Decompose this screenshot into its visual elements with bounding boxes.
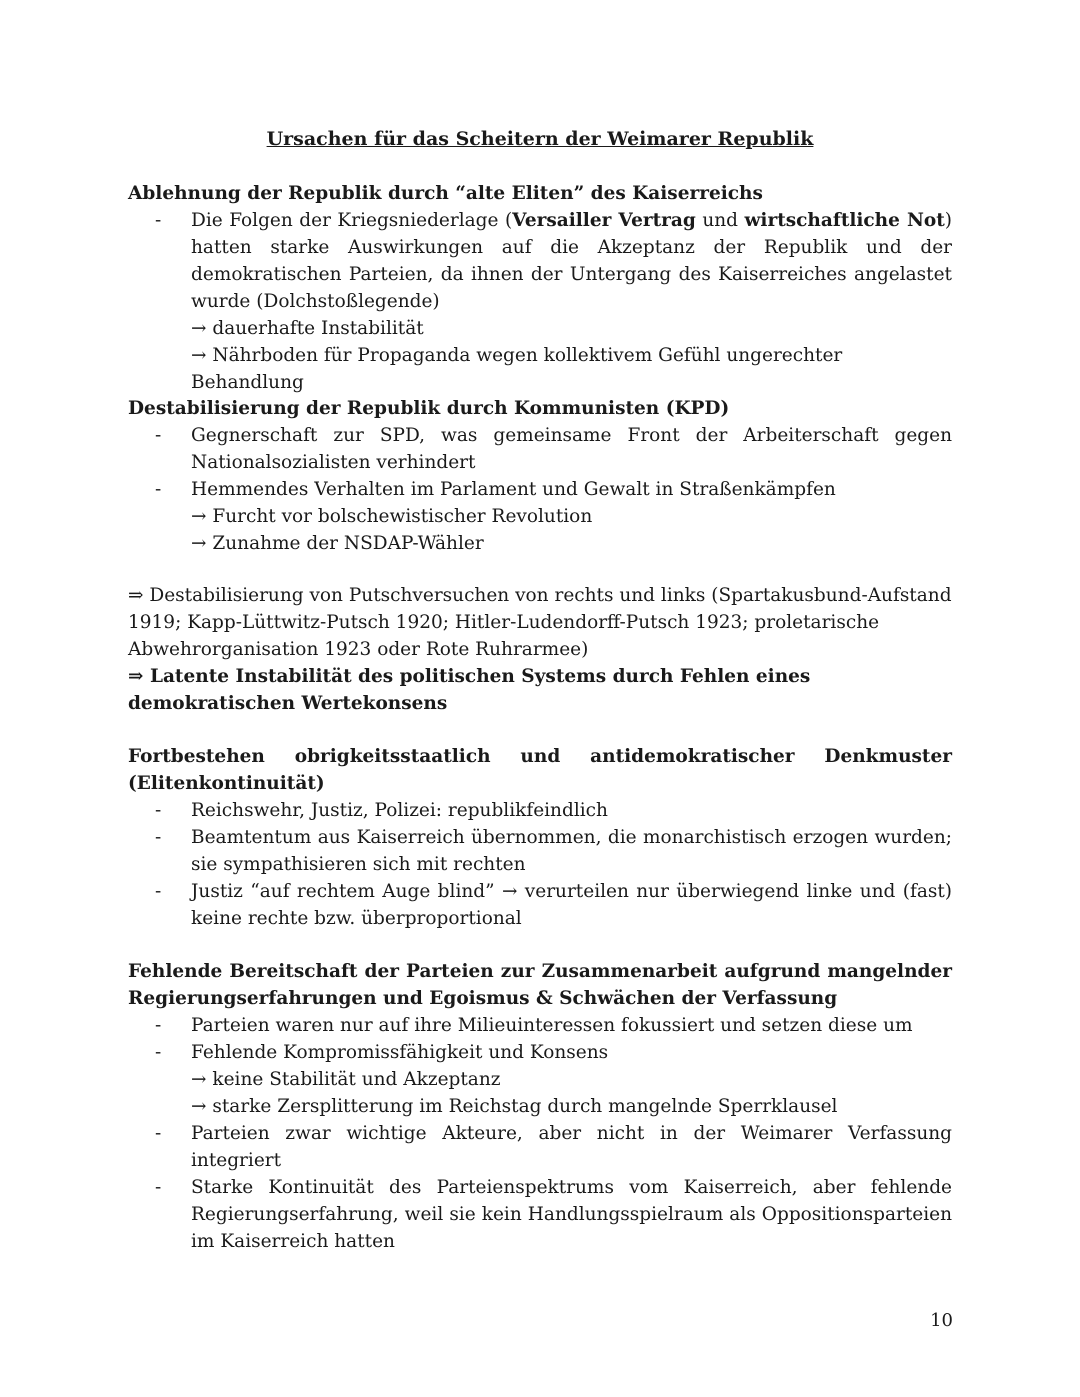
conclusion-paragraph: ⇒ Destabilisierung von Putschversuchen von rechts und links (Spartakusbund-Aufstand 1919; Kapp-Lüttwitz-Putsch 1920; Hitler-Ludendorff-Putsch 1923; proletarische Abwehrorganisation 1923 oder Rote Ruhrarmee) <box>128 585 952 660</box>
section-elitenkontinuitaet <box>128 743 952 932</box>
conclusion-paragraph-bold: ⇒ Latente Instabilität des politischen Systems durch Fehlen eines demokratischen Wertekonsens <box>128 666 811 714</box>
section-heading: Fehlende Bereitschaft der Parteien zur Zusammenarbeit aufgrund mangelnder Regierungserfahrungen und Egoismus & Schwächen der Verfassung <box>128 961 952 1009</box>
list-item: - Gegnerschaft zur SPD, was gemeinsame Front der Arbeiterschaft gegen Nationalsozialisten verhindert <box>128 422 952 476</box>
list-item: - Die Folgen der Kriegsniederlage (Versailler Vertrag und wirtschaftliche Not) hatten starke Auswirkungen auf die Akzeptanz der Republik und der demokratischen Parteien, da ihnen der Untergang des Kaiserreiches angelastet wurde (Dolchstoßlegende) <box>128 207 952 315</box>
bullet-list <box>128 422 952 503</box>
arrow-item: → starke Zersplitterung im Reichstag durch mangelnde Sperrklausel <box>191 1096 838 1117</box>
section-heading: Ablehnung der Republik durch “alte Eliten” des Kaiserreichs <box>128 183 763 204</box>
arrow-item: → Furcht vor bolschewistischer Revolution <box>191 506 593 527</box>
arrow-item: → dauerhafte Instabilität <box>191 318 424 339</box>
list-item: - Parteien waren nur auf ihre Milieuinteressen fokussiert und setzen diese um <box>128 1012 952 1039</box>
bullet-list <box>128 797 952 932</box>
page-number: 10 <box>930 1310 953 1331</box>
arrow-item: → Zunahme der NSDAP-Wähler <box>191 533 484 554</box>
bullet-list <box>128 207 952 315</box>
arrow-item: → keine Stabilität und Akzeptanz <box>191 1069 501 1090</box>
bullet-list <box>128 1012 952 1066</box>
section-heading: Destabilisierung der Republik durch Kommunisten (KPD) <box>128 398 730 419</box>
list-item: - Hemmendes Verhalten im Parlament und Gewalt in Straßenkämpfen <box>128 476 952 503</box>
section-alte-eliten <box>128 180 952 396</box>
section-heading-continued: (Elitenkontinuität) <box>128 773 325 794</box>
list-item: - Parteien zwar wichtige Akteure, aber nicht in der Weimarer Verfassung integriert <box>128 1120 952 1174</box>
bullet-list <box>128 1120 952 1255</box>
section-putschversuche <box>128 582 952 717</box>
section-parteien <box>128 958 952 1255</box>
list-item: - Fehlende Kompromissfähigkeit und Konsens <box>128 1039 952 1066</box>
section-heading: Fortbestehen obrigkeitsstaatlich und antidemokratischer Denkmuster <box>128 746 952 767</box>
page-title: Ursachen für das Scheitern der Weimarer Republik <box>266 128 814 150</box>
list-item: - Reichswehr, Justiz, Polizei: republikfeindlich <box>128 797 952 824</box>
list-item: - Starke Kontinuität des Parteienspektrums vom Kaiserreich, aber fehlende Regierungserfahrung, weil sie kein Handlungsspielraum als Oppositionsparteien im Kaiserreich hatten <box>128 1174 952 1255</box>
arrow-item: → Nährboden für Propaganda wegen kollektivem Gefühl ungerechter Behandlung <box>191 345 843 393</box>
list-item: - Beamtentum aus Kaiserreich übernommen, die monarchistisch erzogen wurden; sie sympathisieren sich mit rechten <box>128 824 952 878</box>
section-kpd <box>128 395 952 557</box>
list-item: - Justiz “auf rechtem Auge blind” → verurteilen nur überwiegend linke und (fast) keine rechte bzw. überproportional <box>128 878 952 932</box>
